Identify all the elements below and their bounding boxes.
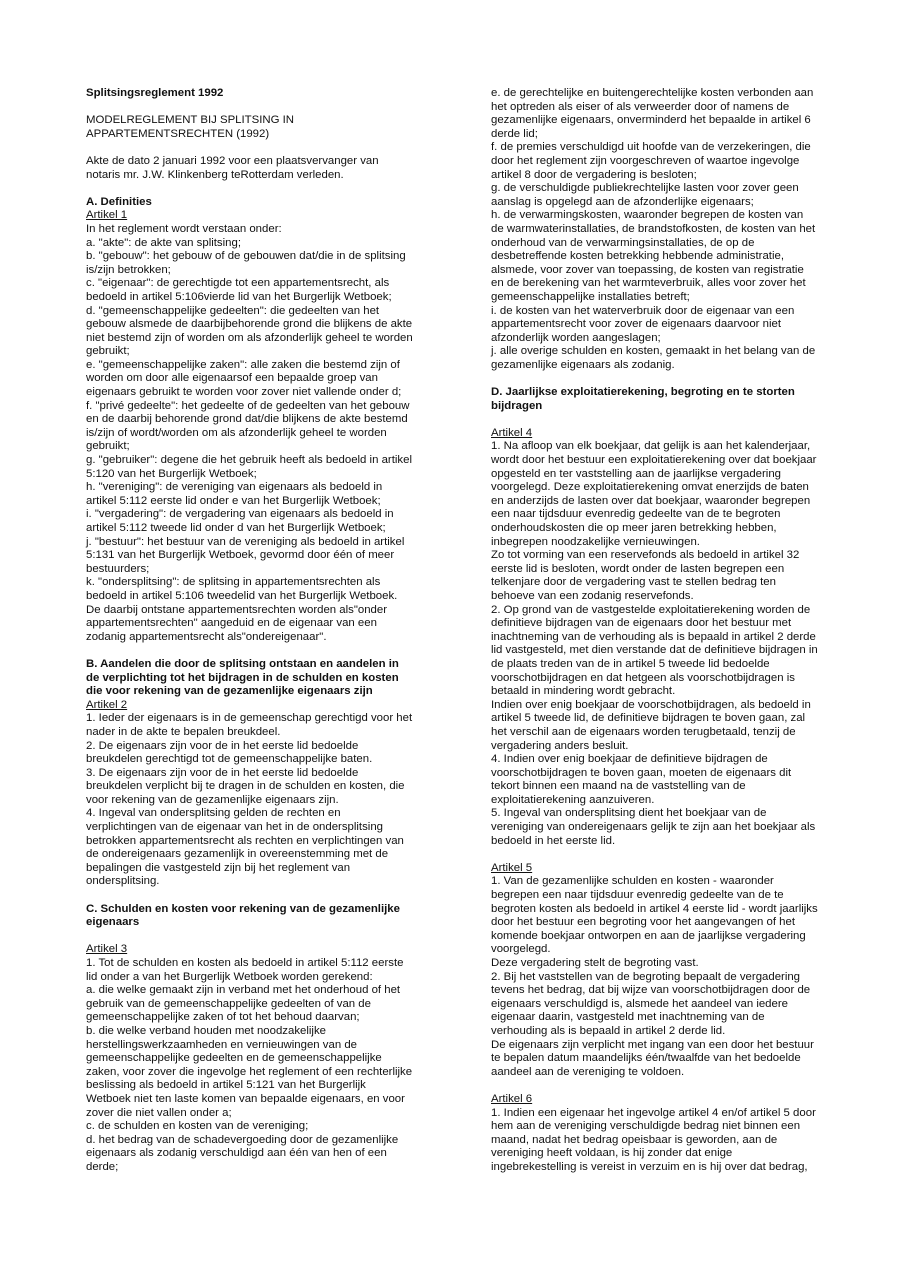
- text-line: onderhoudskosten die op meer jaren betrekking hebben,: [491, 522, 777, 534]
- akte-line: notaris mr. J.W. Klinkenberg teRotterdam verleden.: [86, 168, 344, 181]
- text-line: een naar tijdsduur evenredig gedeelte van de te begroten: [491, 508, 781, 521]
- text-line: artikel 5 tweede lid, de definitieve bijdragen te boven gaan, zal: [491, 712, 806, 725]
- text-line: gebruikt;: [86, 345, 130, 358]
- text-line: verplichtingen van de eigenaar van het in de ondersplitsing: [86, 821, 383, 834]
- text-line: breukdelen gerechtigd tot de gemeenschappelijke baten.: [86, 753, 373, 766]
- section-b-heading: [86, 658, 471, 699]
- text-line: j. "bestuur": het bestuur van de vereniging als bedoeld in artikel: [86, 535, 405, 548]
- text-line: voorschotbijdragen te boven gaan, moeten de eigenaars dit: [491, 766, 792, 779]
- text-line: te bepalen datum maandelijks één/twaalfde van het bedoelde: [491, 1052, 801, 1065]
- text-line: e. "gemeenschappelijke zaken": alle zaken die bestemd zijn of: [86, 358, 400, 371]
- text-line: i. "vergadering": de vergadering van eigenaars als bedoeld in: [86, 508, 394, 521]
- text-line: komende boekjaar ontworpen en aan de jaarlijkse vergadering: [491, 929, 806, 942]
- text-line: D. Jaarlijkse exploitatierekening, begroting en te storten: [491, 386, 795, 399]
- article-3-body: [86, 957, 471, 1175]
- text-line: door het bestuur een begroting voor het aangevangen of het: [491, 916, 795, 929]
- text-line: exploitatierekening aanzuiveren.: [491, 793, 655, 806]
- text-line: inachtneming van de verhouding als is bepaald in artikel 2 derde: [491, 630, 816, 643]
- text-line: voorschotbijdragen en dat hetgeen als voorschotbijdragen is: [491, 671, 795, 684]
- text-line: zodanig appartementsrecht als"ondereigenaar".: [86, 630, 327, 643]
- text-line: eigenaar daarin, vastgesteld met inachtneming van de: [491, 1011, 765, 1024]
- text-line: g. de verschuldigde publiekrechtelijke lasten voor zover geen: [491, 182, 799, 195]
- model-title-line: APPARTEMENTSRECHTEN (1992): [86, 127, 270, 140]
- text-line: 4. Ingeval van ondersplitsing gelden de rechten en: [86, 807, 341, 820]
- text-line: gebruik van de gemeenschappelijke gedeelten of van de: [86, 997, 371, 1010]
- text-line: onderhoud van de verwarmingsinstallaties, de op de: [491, 236, 755, 249]
- text-line: derde;: [86, 1160, 119, 1173]
- text-line: a. die welke gemaakt zijn in verband met het onderhoud of het: [86, 984, 401, 997]
- text-line: zover die niet vallen onder a;: [86, 1106, 232, 1119]
- text-line: appartementsrechten" aangeduid en de eigenaar van een: [86, 617, 377, 630]
- text-line: 1. Na afloop van elk boekjaar, dat gelijk is aan het kalenderjaar,: [491, 440, 811, 453]
- text-line: d. "gemeenschappelijke gedeelten": die gedeelten van het: [86, 304, 380, 317]
- text-line: is/zijn of wordt/worden om als afzonderlijk geheel te worden: [86, 426, 387, 439]
- text-line: d. het bedrag van de schadevergoeding door de gezamenlijke: [86, 1133, 399, 1146]
- text-line: appartementsrecht voor zover de eigenaars daarvoor niet: [491, 318, 781, 331]
- text-line: bijdragen: [491, 399, 543, 412]
- text-line: 4. Indien over enig boekjaar de definitieve bijdragen de: [491, 753, 768, 766]
- text-line: gemeenschappelijke installaties betreft;: [491, 290, 690, 303]
- article-2-label: Artikel 2: [86, 698, 128, 711]
- text-line: h. "vereniging": de vereniging van eigenaars als bedoeld in: [86, 481, 383, 494]
- text-line: eigenaars verschuldigd is, alsmede het aandeel van iedere: [491, 997, 788, 1010]
- text-line: gezamenlijke eigenaars als zodanig.: [491, 358, 675, 371]
- text-line: breukdelen verplicht bij te dragen in de schulden en kosten, die: [86, 780, 405, 793]
- text-line: aandeel aan de vereniging te voldoen.: [491, 1065, 685, 1078]
- article-6-body: [491, 1107, 837, 1175]
- text-line: de plaats treden van de in artikel 5 tweede lid bedoelde: [491, 657, 770, 670]
- text-line: worden om door alle eigenaarsof een bepaalde groep van: [86, 372, 378, 385]
- text-line: en de berekening van het warmteverbruik, alles voor zover het: [491, 277, 806, 290]
- text-line: f. "privé gedeelte": het gedeelte of de gedeelten van het gebouw: [86, 399, 410, 412]
- article-1-label: Artikel 1: [86, 209, 128, 222]
- text-line: wordt door het bestuur een exploitatierekening over dat boekjaar: [491, 454, 817, 467]
- text-line: bedoeld in artikel 5:106 tweedelid van het Burgerlijk Wetboek.: [86, 589, 398, 602]
- text-line: Indien over enig boekjaar de voorschotbijdragen, als bedoeld in: [491, 698, 811, 711]
- text-line: bepalingen die vastgesteld zijn bij het reglement van: [86, 861, 351, 874]
- text-line: c. "eigenaar": de gerechtigde tot een appartementsrecht, als: [86, 277, 390, 290]
- text-line: het optreden als eiser of als verweerder door of namens de: [491, 100, 790, 113]
- text-line: bedoeld in artikel 5:106vierde lid van het Burgerlijk Wetboek;: [86, 290, 392, 303]
- text-line: h. de verwarmingskosten, waaronder begrepen de kosten van: [491, 209, 804, 222]
- text-line: voor rekening van de gezamenlijke eigenaars zijn.: [86, 793, 339, 806]
- right-column: [491, 87, 837, 1175]
- text-line: k. "ondersplitsing": de splitsing in appartementsrechten als: [86, 576, 381, 589]
- text-line: 2. Bij het vaststellen van de begroting bepaalt de vergadering: [491, 970, 801, 983]
- text-line: gemeenschappelijke gedeelten en de gemeenschappelijke: [86, 1052, 382, 1065]
- text-line: In het reglement wordt verstaan onder:: [86, 222, 282, 235]
- text-line: vereniging van ondereigenaars gelijk te zijn aan het boekjaar als: [491, 821, 816, 834]
- text-line: maand, nadat het bedrag opeisbaar is geworden, aan de: [491, 1133, 778, 1146]
- text-line: artikel 8 door de vergadering is besloten;: [491, 168, 697, 181]
- text-line: De daarbij ontstane appartementsrechten worden als"onder: [86, 603, 388, 616]
- text-line: zaken, voor zover die ingevolge het reglement of een rechterlijke: [86, 1065, 413, 1078]
- text-line: afzonderlijk worden aangeslagen;: [491, 331, 661, 344]
- text-line: begroten kosten als bedoeld in artikel 4 eerste lid - wordt jaarlijks: [491, 902, 818, 915]
- text-line: het verschil aan de eigenaars worden terugbetaald, tenzij de: [491, 725, 796, 738]
- akte-paragraph: [86, 155, 471, 182]
- section-a-heading: A. Definities: [86, 195, 152, 208]
- text-line: 1. Van de gezamenlijke schulden en kosten - waaronder: [491, 875, 774, 888]
- text-line: derde lid;: [491, 127, 538, 140]
- text-line: eerste lid is besloten, wordt onder de lasten begrepen een: [491, 562, 785, 575]
- article-4-label: Artikel 4: [491, 426, 533, 439]
- text-line: begrepen een naar tijdsduur evenredig gedeelte van de te: [491, 889, 784, 902]
- text-line: gezamenlijke eigenaars, onverminderd het bepaalde in artikel 6: [491, 114, 811, 127]
- left-column: [86, 87, 471, 1175]
- text-line: vereniging heeft voldaan, is hij zonder dat enige: [491, 1147, 733, 1160]
- text-line: ingebrekestelling is vereist in verzuim en is hij over dat bedrag,: [491, 1160, 808, 1173]
- text-line: gebruikt;: [86, 440, 130, 453]
- text-line: desbetreffende kosten betrekking hebbende administratie,: [491, 250, 784, 263]
- text-line: eigenaars: [86, 916, 140, 929]
- text-line: behoeve van een zodanig reservefonds.: [491, 589, 694, 602]
- text-line: herstellingswerkzaamheden en vernieuwingen van de: [86, 1038, 358, 1051]
- article-5-body: [491, 875, 837, 1079]
- text-line: eigenaars gebruikt te worden voor zover niet vallende onder d;: [86, 386, 402, 399]
- text-line: gebouw alsmede de daarbijbehorende grond die blijkens de akte: [86, 318, 413, 331]
- article-2-body: [86, 712, 471, 889]
- text-line: 1. Ieder der eigenaars is in de gemeenschap gerechtigd voor het: [86, 712, 413, 725]
- text-line: j. alle overige schulden en kosten, gemaakt in het belang van de: [491, 345, 816, 358]
- text-line: b. "gebouw": het gebouw of de gebouwen dat/die in de splitsing: [86, 250, 406, 263]
- text-line: i. de kosten van het waterverbruik door de eigenaar van een: [491, 304, 795, 317]
- akte-line: Akte de dato 2 januari 1992 voor een plaatsvervanger van: [86, 154, 379, 167]
- text-line: de verplichting tot het bijdragen in de schulden en kosten: [86, 671, 399, 684]
- text-line: C. Schulden en kosten voor rekening van de gezamenlijke: [86, 902, 400, 915]
- text-line: a. "akte": de akte van splitsing;: [86, 236, 241, 249]
- text-line: B. Aandelen die door de splitsing ontstaan en aandelen in: [86, 657, 399, 670]
- text-line: b. die welke verband houden met noodzakelijke: [86, 1024, 326, 1037]
- text-line: e. de gerechtelijke en buitengerechtelijke kosten verbonden aan: [491, 87, 814, 99]
- text-line: telkenjare door de vergadering vast te stellen bedrag ten: [491, 576, 776, 589]
- text-line: verhouding als is bepaald in artikel 2 derde lid.: [491, 1024, 726, 1037]
- text-line: tekort binnen een maand na de vaststelling van de: [491, 780, 746, 793]
- text-line: bestuurders;: [86, 562, 150, 575]
- text-line: 5. Ingeval van ondersplitsing dient het boekjaar van de: [491, 807, 767, 820]
- text-line: 1. Indien een eigenaar het ingevolge artikel 4 en/of artikel 5 door: [491, 1106, 816, 1119]
- text-line: de warmwaterinstallaties, de brandstofkosten, de kosten van het: [491, 222, 816, 235]
- text-line: niet bestemd zijn of worden om als afzonderlijk geheel te worden: [86, 331, 413, 344]
- text-line: de ondereigenaars gezamenlijk in overeenstemming met de: [86, 848, 389, 861]
- text-line: aanslag is opgelegd aan de afzonderlijke eigenaars;: [491, 195, 754, 208]
- model-title-line: MODELREGLEMENT BIJ SPLITSING IN: [86, 114, 295, 127]
- article-1-body: [86, 223, 471, 644]
- text-line: De eigenaars zijn verplicht met ingang van een door het bestuur: [491, 1038, 814, 1051]
- section-d-heading: [491, 386, 837, 413]
- text-line: en anderzijds de lasten over dat boekjaar, waaronder begrepen: [491, 494, 811, 507]
- text-line: voorgelegd. Deze exploitatierekening omvat enerzijds de baten: [491, 481, 809, 494]
- text-line: 1. Tot de schulden en kosten als bedoeld in artikel 5:112 eerste: [86, 957, 404, 969]
- text-line: 3. De eigenaars zijn voor de in het eerste lid bedoelde: [86, 766, 359, 779]
- text-line: beslissing als bedoeld in artikel 5:121 van het Burgerlijk: [86, 1079, 366, 1092]
- text-line: tevens het bedrag, dat bij wijze van voorschotbijdragen door de: [491, 984, 811, 997]
- text-line: nader in de akte te bepalen breukdeel.: [86, 725, 281, 738]
- article-4-body: [491, 440, 837, 848]
- text-line: c. de schulden en kosten van de vereniging;: [86, 1120, 309, 1133]
- text-line: alsmede, voor zover van toepassing, de kosten van registratie: [491, 263, 804, 276]
- text-line: ondersplitsing.: [86, 875, 160, 888]
- article-3-label: Artikel 3: [86, 943, 128, 956]
- article-6-label: Artikel 6: [491, 1092, 533, 1105]
- text-line: betrokken appartementsrecht als rechten en verplichtingen van: [86, 834, 404, 847]
- text-line: hem aan de vereniging verschuldigde bedrag niet binnen een: [491, 1120, 801, 1133]
- text-line: g. "gebruiker": degene die het gebruik heeft als bedoeld in artikel: [86, 454, 412, 467]
- text-line: vergadering anders besluit.: [491, 739, 629, 752]
- text-line: Zo tot vorming van een reservefonds als bedoeld in artikel 32: [491, 549, 800, 562]
- text-line: 5:120 van het Burgerlijk Wetboek;: [86, 467, 257, 480]
- text-line: lid onder a van het Burgerlijk Wetboek worden gerekend:: [86, 970, 373, 983]
- text-line: door het reglement zijn voorgeschreven of waartoe ingevolge: [491, 154, 800, 167]
- model-title: [86, 114, 471, 141]
- text-line: inbegrepen noodzakelijke vernieuwingen.: [491, 535, 700, 548]
- text-line: gemeenschappelijke zaken of tot het behoud daarvan;: [86, 1011, 360, 1024]
- text-line: lid vastgesteld, met dien verstande dat de definitieve bijdragen in: [491, 644, 818, 657]
- text-line: eigenaars als zodanig verschuldigd aan één van hen of een: [86, 1147, 387, 1160]
- text-line: Wetboek niet ten laste komen van bepaalde eigenaars, en voor: [86, 1092, 405, 1105]
- text-line: 2. De eigenaars zijn voor de in het eerste lid bedoelde: [86, 739, 359, 752]
- document-title: Splitsingsreglement 1992: [86, 87, 224, 99]
- text-line: voorgelegd.: [491, 943, 551, 956]
- text-line: bedoeld in het eerste lid.: [491, 834, 616, 847]
- text-line: artikel 5:112 tweede lid onder d van het Burgerlijk Wetboek;: [86, 522, 386, 534]
- text-line: f. de premies verschuldigd uit hoofde van de verzekeringen, die: [491, 141, 811, 154]
- section-c-heading: [86, 903, 471, 930]
- text-line: betaald in mindering wordt gebracht.: [491, 685, 676, 698]
- text-line: Deze vergadering stelt de begroting vast.: [491, 957, 699, 969]
- text-line: opgesteld en ter vaststelling aan de jaarlijkse vergadering: [491, 467, 782, 480]
- text-line: en de daarbij behorende grond dat/die blijkens de akte bestemd: [86, 413, 408, 426]
- text-line: is/zijn betrokken;: [86, 263, 171, 276]
- text-line: artikel 5:112 eerste lid onder e van het Burgerlijk Wetboek;: [86, 494, 381, 507]
- article-5-label: Artikel 5: [491, 861, 533, 874]
- article-3-continued: [491, 87, 837, 372]
- text-line: die voor rekening van de gezamenlijke eigenaars zijn: [86, 685, 373, 698]
- text-line: 2. Op grond van de vastgestelde exploitatierekening worden de: [491, 603, 811, 616]
- text-line: definitieve bijdragen van de eigenaars door het bestuur met: [491, 617, 792, 630]
- text-line: 5:131 van het Burgerlijk Wetboek, gevormd door één of meer: [86, 549, 395, 562]
